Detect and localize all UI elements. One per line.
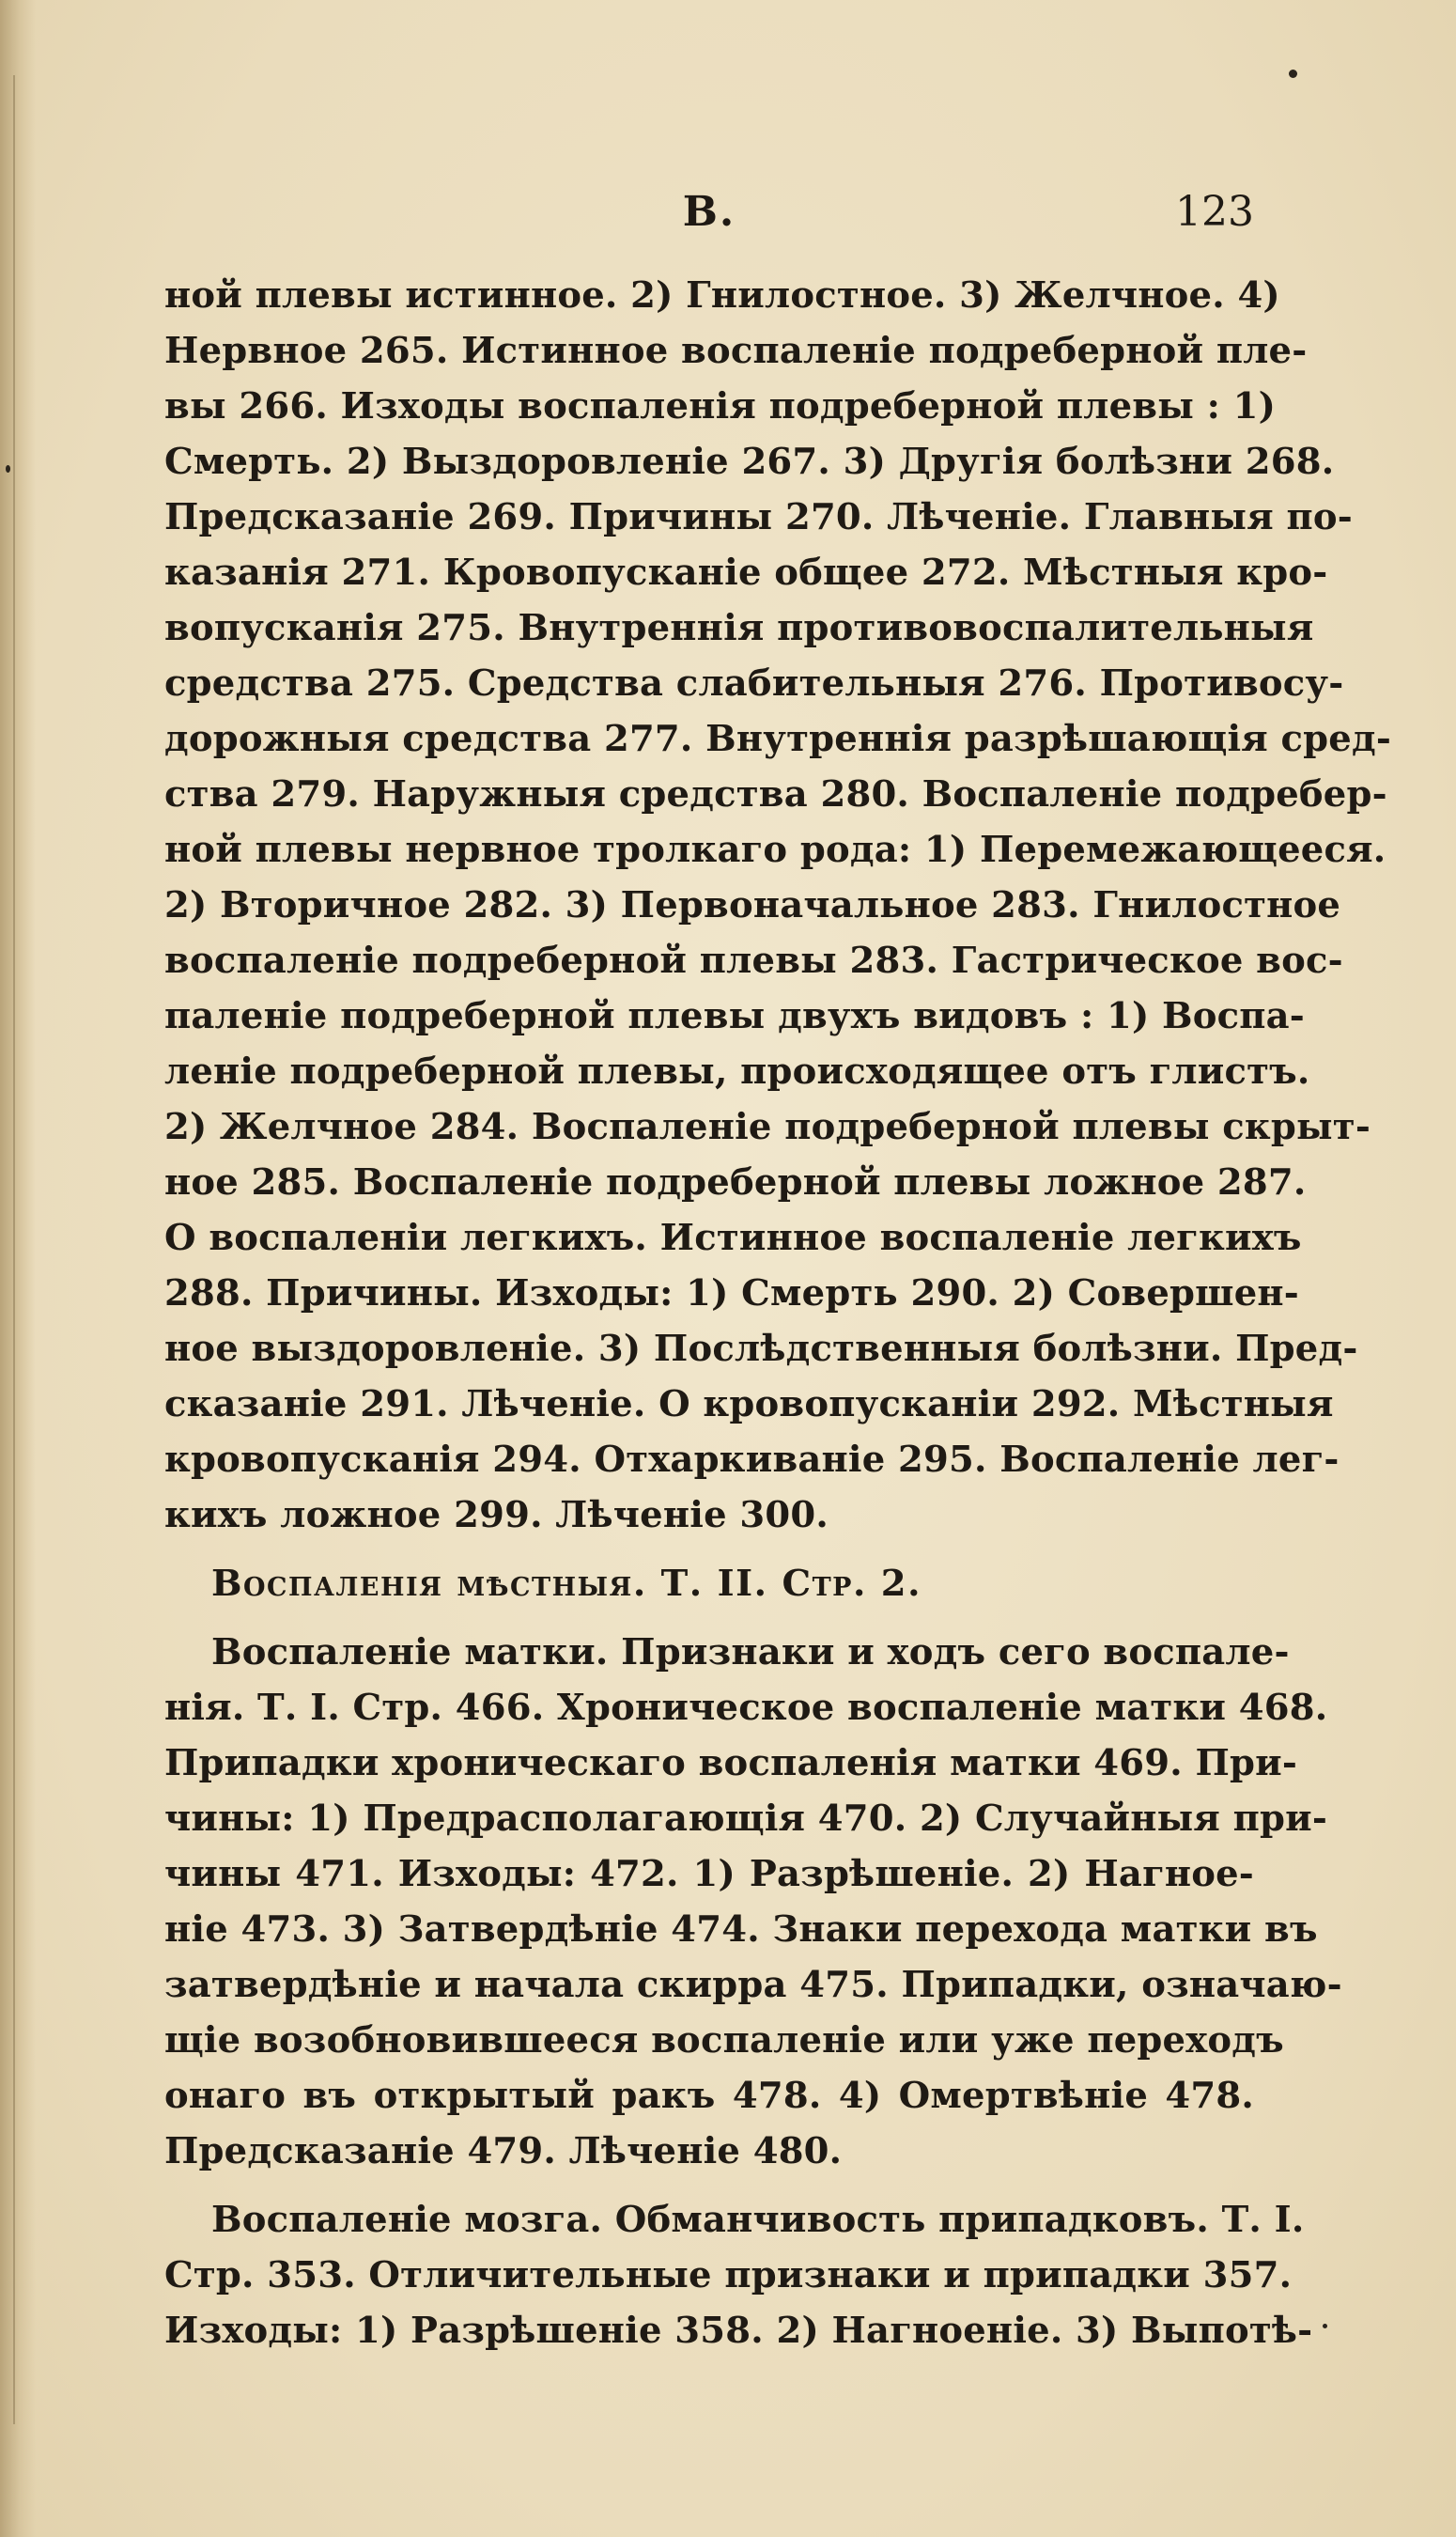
text-line: ной плевы нервное тролкаго рода: 1) Перемежающееся. — [164, 829, 1386, 871]
text-line: нія. Т. І. Стр. 466. Хроническое воспаленіе матки 468. — [164, 1687, 1328, 1729]
text-line: ніе 473. 3) Затвердѣніе 474. Знаки перехода матки въ — [164, 1908, 1318, 1951]
text-line: казанія 271. Кровопусканіе общее 272. Мѣстныя кро- — [164, 552, 1328, 594]
text-line: кихъ ложное 299. Лѣченіе 300. — [164, 1494, 829, 1536]
text-line: вы 266. Изходы воспаленія подреберной плевы : 1) — [164, 385, 1277, 428]
text-line: затвердѣніе и начала скирра 475. Припадки, означаю- — [164, 1964, 1342, 2006]
text-line: ства 279. Наружныя средства 280. Воспаленіе подребер- — [164, 773, 1387, 816]
text-line: Стр. 353. Отличительные признаки и припадки 357. — [164, 2254, 1293, 2296]
page-number: 123 — [1175, 188, 1254, 236]
text-line: Смерть. 2) Выздоровленіе 267. 3) Другія болѣзни 268. — [164, 441, 1335, 483]
text-line: О воспаленіи легкихъ. Истинное воспаленіе легкихъ — [164, 1217, 1302, 1259]
text-line: 2) Вторичное 282. 3) Первоначальное 283. Гнилостное — [164, 884, 1341, 926]
text-line: Предсказаніе 479. Лѣченіе 480. — [164, 2130, 843, 2172]
text-line: онаго въ открытый ракъ 478. 4) Омертвѣніе 478. — [164, 2075, 1254, 2117]
index-text — [164, 268, 1392, 2358]
index-entry-uterus-inflammation: Воспаленіе матки. Признаки и ходъ сего воспале- — [211, 1631, 1290, 1673]
text-line: ное 285. Воспаленіе подреберной плевы ложное 287. — [164, 1161, 1307, 1204]
text-line: ной плевы истинное. 2) Гнилостное. 3) Желчное. 4) — [164, 274, 1280, 317]
page-spine-shadow — [0, 0, 36, 2537]
text-line: воспаленіе подреберной плевы 283. Гастрическое вос- — [164, 940, 1343, 982]
index-entry-brain-inflammation: Воспаленіе мозга. Обманчивость припадковъ. Т. І. — [211, 2199, 1305, 2241]
text-line: паленіе подреберной плевы двухъ видовъ : 1) Воспа- — [164, 995, 1305, 1037]
text-line: 2) Желчное 284. Воспаленіе подреберной плевы скрыт- — [164, 1106, 1371, 1148]
text-line: чины 471. Изходы: 472. 1) Разрѣшеніе. 2) Нагное- — [164, 1853, 1254, 1895]
paper-speck — [6, 465, 10, 473]
text-line: средства 275. Средства слабительныя 276. Противосу- — [164, 662, 1344, 705]
paper-speck — [1289, 70, 1297, 78]
text-line: Предсказаніе 269. Причины 270. Лѣченіе. Главныя по- — [164, 496, 1353, 538]
text-line: чины: 1) Предрасполагающія 470. 2) Случайныя при- — [164, 1798, 1328, 1840]
text-line: сказаніе 291. Лѣченіе. О кровопусканіи 292. Мѣстныя — [164, 1383, 1334, 1425]
text-line: вопусканія 275. Внутреннія противовоспалительныя — [164, 607, 1314, 649]
running-head: В. — [682, 188, 736, 236]
text-line: леніе подреберной плевы, происходящее отъ глистъ. — [164, 1051, 1310, 1093]
text-line: Нервное 265. Истинное воспаленіе подреберной пле- — [164, 330, 1308, 372]
text-line: ное выздоровленіе. 3) Послѣдственныя болѣзни. Пред- — [164, 1328, 1358, 1370]
text-line: Изходы: 1) Разрѣшеніе 358. 2) Нагноеніе. 3) Выпотѣ- — [164, 2310, 1313, 2352]
text-line: щіе возобновившееся воспаленіе или уже переходъ — [164, 2019, 1284, 2062]
page-header — [164, 188, 1254, 254]
paper-speck — [1323, 2324, 1327, 2328]
text-line: дорожныя средства 277. Внутреннія разрѣшающія сред- — [164, 718, 1392, 760]
text-line: 288. Причины. Изходы: 1) Смерть 290. 2) Совершен- — [164, 1272, 1299, 1315]
text-line: Припадки хроническаго воспаленія матки 469. При- — [164, 1742, 1298, 1784]
index-entry-local-inflammations: Воспаленія мѣстныя. Т. II. Стр. 2. — [211, 1563, 922, 1605]
text-line: кровопусканія 294. Отхаркиваніе 295. Воспаленіе лег- — [164, 1439, 1340, 1481]
spine-edge-line — [13, 75, 15, 2424]
